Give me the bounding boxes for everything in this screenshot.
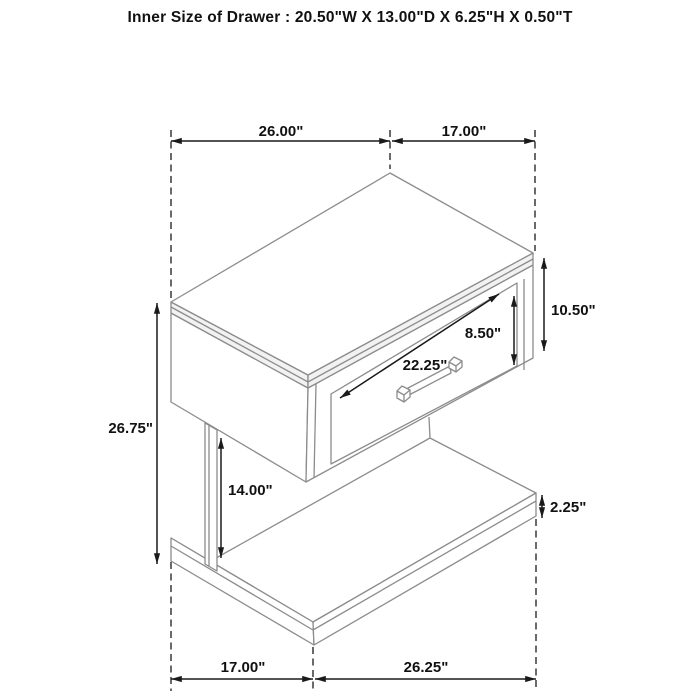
dim-base-thickness [542, 495, 586, 518]
dim-label-drawer-face-height: 8.50" [464, 325, 502, 342]
dim-top-width [171, 123, 390, 141]
back-panel-right-edge [429, 417, 430, 438]
dim-base-width [315, 659, 536, 679]
dim-top-depth [392, 123, 535, 141]
dim-label-overall-height: 26.75" [108, 420, 153, 437]
dim-overall-height [108, 303, 157, 564]
left-panel-face [205, 423, 217, 571]
dim-label-base-depth: 17.00" [220, 659, 266, 676]
dim-label-top-width: 26.00" [258, 123, 304, 140]
nightstand-drawing [171, 173, 536, 645]
dim-label-top-depth: 17.00" [441, 123, 487, 140]
dim-label-cabinet-height: 10.50" [551, 302, 596, 319]
dim-label-drawer-face-width: 22.25" [402, 357, 448, 374]
dim-label-base-width: 26.25" [403, 659, 449, 676]
dim-base-depth [171, 659, 313, 679]
dim-label-base-thickness: 2.25" [550, 499, 587, 516]
page-title: Inner Size of Drawer : 20.50"W X 13.00"D X 6.25"H X 0.50"T [127, 9, 573, 26]
dim-cabinet-height [544, 258, 596, 351]
left-support-panel [205, 423, 217, 571]
dim-label-open-shelf-height: 14.00" [228, 482, 273, 499]
